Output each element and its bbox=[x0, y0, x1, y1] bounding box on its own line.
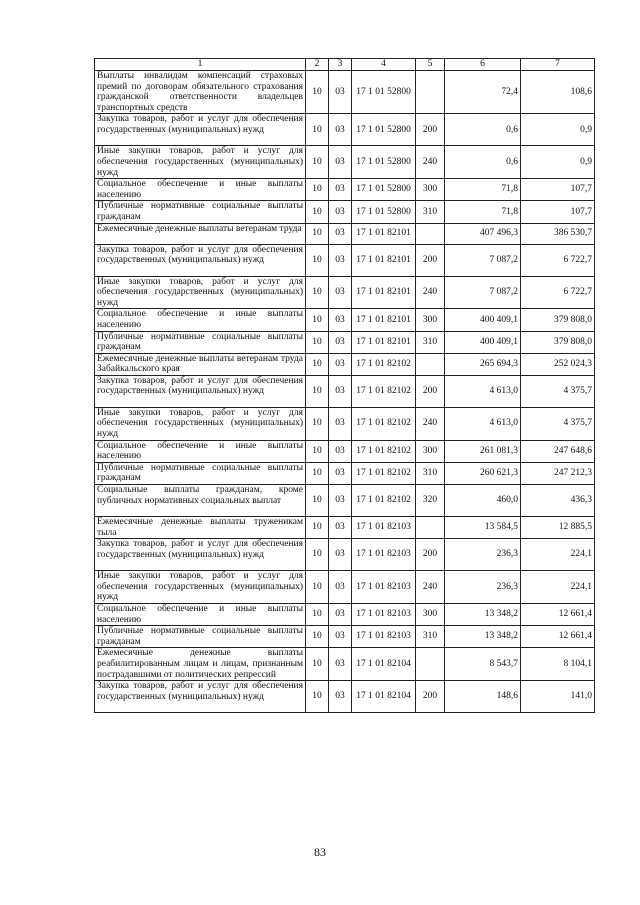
row-amount-year-2: 8 104,1 bbox=[521, 648, 595, 681]
row-amount-year-1: 148,6 bbox=[445, 681, 521, 713]
column-header-5: 5 bbox=[416, 59, 445, 71]
table-row bbox=[95, 331, 595, 353]
row-subsection: 03 bbox=[329, 276, 352, 309]
row-name: Ежемесячные денежные выплаты ветеранам труда bbox=[95, 223, 306, 244]
row-expense-type: 200 bbox=[416, 114, 445, 146]
table-row bbox=[95, 571, 595, 604]
row-amount-year-2: 379 808,0 bbox=[521, 309, 595, 331]
row-target-code: 17 1 01 82104 bbox=[352, 681, 416, 713]
row-subsection: 03 bbox=[329, 517, 352, 539]
row-target-code: 17 1 01 82102 bbox=[352, 485, 416, 517]
row-section: 10 bbox=[306, 517, 329, 539]
row-expense-type: 320 bbox=[416, 485, 445, 517]
row-amount-year-2: 107,7 bbox=[521, 179, 595, 201]
row-amount-year-2: 224,1 bbox=[521, 539, 595, 571]
row-section: 10 bbox=[306, 244, 329, 276]
row-expense-type: 300 bbox=[416, 604, 445, 626]
row-section: 10 bbox=[306, 462, 329, 484]
row-amount-year-1: 261 081,3 bbox=[445, 440, 521, 462]
table-body bbox=[95, 71, 595, 713]
row-section: 10 bbox=[306, 71, 329, 114]
page-number: 83 bbox=[314, 845, 326, 859]
row-name: Ежемесячные денежные выплаты труженикам тыла bbox=[95, 517, 306, 539]
row-amount-year-2: 247 212,3 bbox=[521, 462, 595, 484]
row-subsection: 03 bbox=[329, 681, 352, 713]
row-subsection: 03 bbox=[329, 407, 352, 440]
row-expense-type: 310 bbox=[416, 201, 445, 223]
row-amount-year-2: 252 024,3 bbox=[521, 353, 595, 375]
row-name: Иные закупки товаров, работ и услуг для обеспечения государственных (муниципальных) нужд bbox=[95, 407, 306, 440]
table-row bbox=[95, 201, 595, 223]
row-target-code: 17 1 01 82101 bbox=[352, 223, 416, 244]
row-expense-type bbox=[416, 353, 445, 375]
row-target-code: 17 1 01 82103 bbox=[352, 604, 416, 626]
table-row bbox=[95, 309, 595, 331]
row-amount-year-1: 0,6 bbox=[445, 114, 521, 146]
row-subsection: 03 bbox=[329, 375, 352, 407]
row-name: Закупка товаров, работ и услуг для обеспечения государственных (муниципальных) нужд bbox=[95, 244, 306, 276]
row-section: 10 bbox=[306, 571, 329, 604]
row-name: Иные закупки товаров, работ и услуг для обеспечения государственных (муниципальных) нужд bbox=[95, 146, 306, 179]
row-amount-year-2: 436,3 bbox=[521, 485, 595, 517]
row-amount-year-2: 0,9 bbox=[521, 146, 595, 179]
row-amount-year-2: 6 722,7 bbox=[521, 244, 595, 276]
row-target-code: 17 1 01 82102 bbox=[352, 375, 416, 407]
row-subsection: 03 bbox=[329, 201, 352, 223]
row-expense-type: 300 bbox=[416, 179, 445, 201]
row-subsection: 03 bbox=[329, 331, 352, 353]
row-name: Выплаты инвалидам компенсаций страховых премий по договорам обязательного страхования гражданской ответственности владельцев транспортных средств bbox=[95, 71, 306, 114]
row-section: 10 bbox=[306, 309, 329, 331]
row-amount-year-1: 4 613,0 bbox=[445, 407, 521, 440]
row-subsection: 03 bbox=[329, 223, 352, 244]
row-amount-year-1: 7 087,2 bbox=[445, 244, 521, 276]
row-expense-type: 310 bbox=[416, 626, 445, 648]
row-expense-type: 240 bbox=[416, 571, 445, 604]
row-subsection: 03 bbox=[329, 462, 352, 484]
row-target-code: 17 1 01 52800 bbox=[352, 114, 416, 146]
table-row bbox=[95, 440, 595, 462]
row-amount-year-1: 460,0 bbox=[445, 485, 521, 517]
row-name: Публичные нормативные социальные выплаты гражданам bbox=[95, 331, 306, 353]
row-subsection: 03 bbox=[329, 244, 352, 276]
row-target-code: 17 1 01 52800 bbox=[352, 201, 416, 223]
table-row bbox=[95, 648, 595, 681]
table-row bbox=[95, 179, 595, 201]
row-expense-type: 240 bbox=[416, 276, 445, 309]
row-amount-year-1: 71,8 bbox=[445, 201, 521, 223]
row-subsection: 03 bbox=[329, 71, 352, 114]
row-subsection: 03 bbox=[329, 440, 352, 462]
row-amount-year-2: 108,6 bbox=[521, 71, 595, 114]
row-name: Ежемесячные денежные выплаты ветеранам труда Забайкальского края bbox=[95, 353, 306, 375]
row-amount-year-2: 6 722,7 bbox=[521, 276, 595, 309]
row-expense-type bbox=[416, 517, 445, 539]
table-row bbox=[95, 462, 595, 484]
table-row bbox=[95, 539, 595, 571]
row-target-code: 17 1 01 82102 bbox=[352, 407, 416, 440]
row-expense-type bbox=[416, 648, 445, 681]
row-subsection: 03 bbox=[329, 604, 352, 626]
row-section: 10 bbox=[306, 648, 329, 681]
row-amount-year-1: 72,4 bbox=[445, 71, 521, 114]
table-row bbox=[95, 681, 595, 713]
table-row bbox=[95, 375, 595, 407]
row-section: 10 bbox=[306, 604, 329, 626]
row-amount-year-1: 260 621,3 bbox=[445, 462, 521, 484]
row-section: 10 bbox=[306, 539, 329, 571]
row-amount-year-1: 236,3 bbox=[445, 571, 521, 604]
row-target-code: 17 1 01 52800 bbox=[352, 71, 416, 114]
row-target-code: 17 1 01 82101 bbox=[352, 331, 416, 353]
row-amount-year-2: 386 530,7 bbox=[521, 223, 595, 244]
row-expense-type: 200 bbox=[416, 539, 445, 571]
row-section: 10 bbox=[306, 407, 329, 440]
row-amount-year-2: 4 375,7 bbox=[521, 375, 595, 407]
row-amount-year-2: 12 661,4 bbox=[521, 604, 595, 626]
table-row bbox=[95, 517, 595, 539]
row-subsection: 03 bbox=[329, 485, 352, 517]
row-expense-type: 240 bbox=[416, 407, 445, 440]
row-subsection: 03 bbox=[329, 539, 352, 571]
row-name: Социальные выплаты гражданам, кроме публичных нормативных социальных выплат bbox=[95, 485, 306, 517]
row-name: Социальное обеспечение и иные выплаты населению bbox=[95, 309, 306, 331]
table-row bbox=[95, 407, 595, 440]
table-row bbox=[95, 604, 595, 626]
row-target-code: 17 1 01 82102 bbox=[352, 462, 416, 484]
row-target-code: 17 1 01 82101 bbox=[352, 244, 416, 276]
row-amount-year-1: 71,8 bbox=[445, 179, 521, 201]
budget-table bbox=[94, 58, 595, 713]
row-name: Публичные нормативные социальные выплаты гражданам bbox=[95, 201, 306, 223]
row-amount-year-2: 0,9 bbox=[521, 114, 595, 146]
row-name: Иные закупки товаров, работ и услуг для обеспечения государственных (муниципальных) нужд bbox=[95, 571, 306, 604]
row-amount-year-2: 107,7 bbox=[521, 201, 595, 223]
row-amount-year-1: 8 543,7 bbox=[445, 648, 521, 681]
row-name: Закупка товаров, работ и услуг для обеспечения государственных (муниципальных) нужд bbox=[95, 375, 306, 407]
row-section: 10 bbox=[306, 179, 329, 201]
row-amount-year-1: 13 348,2 bbox=[445, 604, 521, 626]
column-header-3: 3 bbox=[329, 59, 352, 71]
row-subsection: 03 bbox=[329, 179, 352, 201]
row-name: Закупка товаров, работ и услуг для обеспечения государственных (муниципальных) нужд bbox=[95, 681, 306, 713]
column-header-2: 2 bbox=[306, 59, 329, 71]
row-target-code: 17 1 01 82103 bbox=[352, 571, 416, 604]
table-row bbox=[95, 223, 595, 244]
row-section: 10 bbox=[306, 681, 329, 713]
row-amount-year-2: 4 375,7 bbox=[521, 407, 595, 440]
row-expense-type: 240 bbox=[416, 146, 445, 179]
column-header-4: 4 bbox=[352, 59, 416, 71]
row-name: Ежемесячные денежные выплаты реабилитированным лицам и лицам, признанным пострадавшими от политических репрессий bbox=[95, 648, 306, 681]
row-subsection: 03 bbox=[329, 571, 352, 604]
row-name: Закупка товаров, работ и услуг для обеспечения государственных (муниципальных) нужд bbox=[95, 114, 306, 146]
row-target-code: 17 1 01 82102 bbox=[352, 440, 416, 462]
row-section: 10 bbox=[306, 353, 329, 375]
table-row bbox=[95, 146, 595, 179]
row-section: 10 bbox=[306, 223, 329, 244]
table-row bbox=[95, 276, 595, 309]
row-section: 10 bbox=[306, 485, 329, 517]
row-target-code: 17 1 01 82104 bbox=[352, 648, 416, 681]
row-name: Закупка товаров, работ и услуг для обеспечения государственных (муниципальных) нужд bbox=[95, 539, 306, 571]
row-section: 10 bbox=[306, 276, 329, 309]
row-target-code: 17 1 01 52800 bbox=[352, 179, 416, 201]
table-row bbox=[95, 485, 595, 517]
row-target-code: 17 1 01 82101 bbox=[352, 276, 416, 309]
row-amount-year-2: 247 648,6 bbox=[521, 440, 595, 462]
row-amount-year-2: 12 885,5 bbox=[521, 517, 595, 539]
row-name: Публичные нормативные социальные выплаты гражданам bbox=[95, 462, 306, 484]
row-expense-type bbox=[416, 71, 445, 114]
row-section: 10 bbox=[306, 201, 329, 223]
row-amount-year-2: 224,1 bbox=[521, 571, 595, 604]
row-section: 10 bbox=[306, 626, 329, 648]
row-name: Социальное обеспечение и иные выплаты населению bbox=[95, 179, 306, 201]
row-section: 10 bbox=[306, 375, 329, 407]
row-amount-year-1: 400 409,1 bbox=[445, 331, 521, 353]
row-amount-year-2: 379 808,0 bbox=[521, 331, 595, 353]
row-subsection: 03 bbox=[329, 114, 352, 146]
row-target-code: 17 1 01 82102 bbox=[352, 353, 416, 375]
row-amount-year-1: 400 409,1 bbox=[445, 309, 521, 331]
table-row bbox=[95, 244, 595, 276]
row-amount-year-1: 265 694,3 bbox=[445, 353, 521, 375]
row-target-code: 17 1 01 82103 bbox=[352, 517, 416, 539]
table-row bbox=[95, 71, 595, 114]
row-expense-type: 200 bbox=[416, 375, 445, 407]
row-amount-year-1: 7 087,2 bbox=[445, 276, 521, 309]
row-name: Социальное обеспечение и иные выплаты населению bbox=[95, 604, 306, 626]
row-expense-type: 310 bbox=[416, 462, 445, 484]
row-amount-year-1: 0,6 bbox=[445, 146, 521, 179]
row-expense-type: 200 bbox=[416, 244, 445, 276]
row-target-code: 17 1 01 82103 bbox=[352, 626, 416, 648]
table-row bbox=[95, 353, 595, 375]
row-name: Иные закупки товаров, работ и услуг для обеспечения государственных (муниципальных) нужд bbox=[95, 276, 306, 309]
row-subsection: 03 bbox=[329, 353, 352, 375]
row-name: Социальное обеспечение и иные выплаты населению bbox=[95, 440, 306, 462]
row-name: Публичные нормативные социальные выплаты гражданам bbox=[95, 626, 306, 648]
row-section: 10 bbox=[306, 331, 329, 353]
row-amount-year-1: 4 613,0 bbox=[445, 375, 521, 407]
row-subsection: 03 bbox=[329, 309, 352, 331]
row-section: 10 bbox=[306, 440, 329, 462]
row-subsection: 03 bbox=[329, 626, 352, 648]
row-section: 10 bbox=[306, 146, 329, 179]
row-target-code: 17 1 01 52800 bbox=[352, 146, 416, 179]
row-expense-type: 300 bbox=[416, 440, 445, 462]
row-amount-year-1: 13 584,5 bbox=[445, 517, 521, 539]
table-row bbox=[95, 114, 595, 146]
column-header-7: 7 bbox=[521, 59, 595, 71]
row-expense-type: 310 bbox=[416, 331, 445, 353]
table-row bbox=[95, 626, 595, 648]
column-header-6: 6 bbox=[445, 59, 521, 71]
row-subsection: 03 bbox=[329, 648, 352, 681]
row-amount-year-1: 407 496,3 bbox=[445, 223, 521, 244]
row-expense-type bbox=[416, 223, 445, 244]
row-target-code: 17 1 01 82101 bbox=[352, 309, 416, 331]
row-target-code: 17 1 01 82103 bbox=[352, 539, 416, 571]
row-section: 10 bbox=[306, 114, 329, 146]
column-header-1: 1 bbox=[95, 59, 306, 71]
table-header-row bbox=[95, 59, 595, 71]
row-expense-type: 300 bbox=[416, 309, 445, 331]
row-subsection: 03 bbox=[329, 146, 352, 179]
row-amount-year-2: 141,0 bbox=[521, 681, 595, 713]
row-amount-year-1: 13 348,2 bbox=[445, 626, 521, 648]
row-amount-year-2: 12 661,4 bbox=[521, 626, 595, 648]
row-expense-type: 200 bbox=[416, 681, 445, 713]
row-amount-year-1: 236,3 bbox=[445, 539, 521, 571]
